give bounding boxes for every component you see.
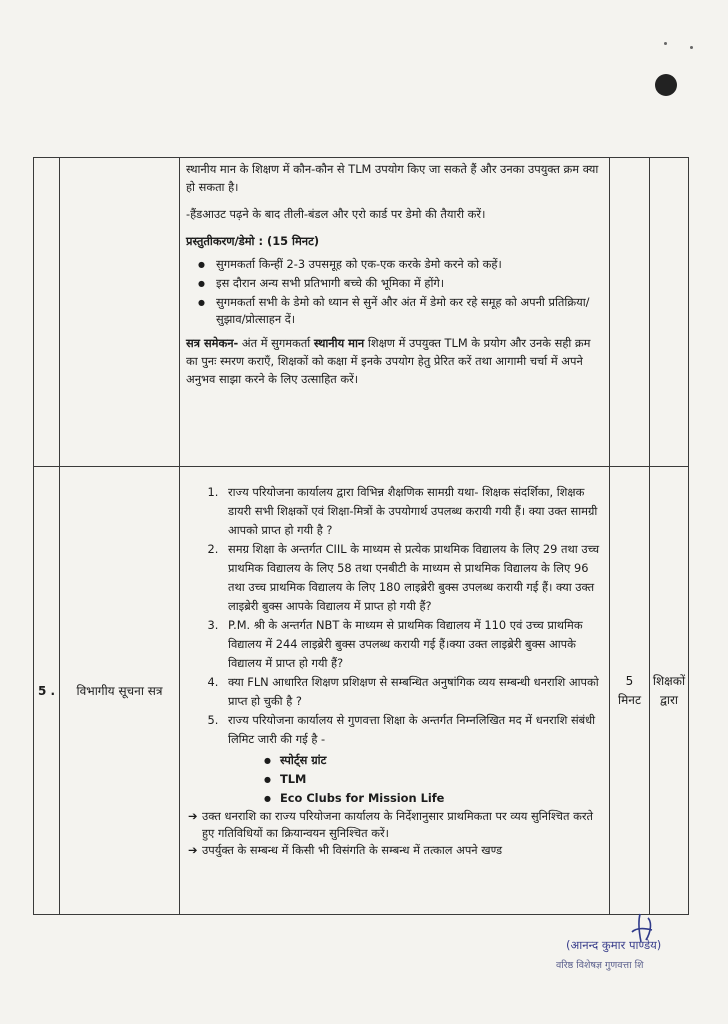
tlm-question-text: स्थानीय मान के शिक्षण में कौन-कौन से TLM उपयोग किए जा सकते हैं और उनका उपयुक्त क्रम क्या हो सकता है। bbox=[186, 162, 599, 194]
info-items-list bbox=[200, 483, 605, 808]
demo-heading: प्रस्तुतीकरण/डेमो : (15 मिनट) bbox=[186, 234, 320, 248]
signatory-title: वरिष्ठ विशेषज्ञ गुणवत्ता शि bbox=[556, 960, 644, 971]
serial-number: 5 . bbox=[34, 467, 60, 915]
demo-points-list bbox=[186, 256, 604, 328]
list-item: ● सुगमकर्ता सभी के डेमो को ध्यान से सुनें और अंत में डेमो कर रहे समूह को अपनी प्रतिक्रिया/सुझाव/प्रोत्साहन दें। bbox=[216, 294, 604, 328]
handout-instruction: -हैंडआउट पढ़ने के बाद तीली-बंडल और एरो कार्ड पर डेमो की तैयारी करें। bbox=[186, 207, 486, 221]
duration-value: 5 bbox=[625, 673, 634, 688]
session-name: विभागीय सूचना सत्र bbox=[60, 467, 180, 915]
content-cell bbox=[180, 158, 610, 467]
summary-text: शिक्षण में उपयुक्त TLM के प्रयोग और उनके सही क्रम का पुनः स्मरण कराएँ, शिक्षकों को कक्षा में इनके उपयोग हेतु प्रेरित करें तथा आगामी चर्चा में अपने अनुभव साझा करने के लिए उत्साहित करें। bbox=[186, 336, 591, 386]
table-row-session-5 bbox=[34, 467, 689, 915]
duration-cell bbox=[610, 467, 650, 915]
content-cell bbox=[180, 467, 610, 915]
conducted-by-cell bbox=[650, 467, 689, 915]
table-row-continued bbox=[34, 158, 689, 467]
duration-unit: मिनट bbox=[618, 692, 641, 707]
grant-item: ● स्पोर्ट्स ग्रांट bbox=[280, 751, 605, 770]
conducted-by-cell bbox=[650, 158, 689, 467]
note-text: उपर्युक्त के सम्बन्ध में किसी भी विसंगति के सम्बन्ध में तत्काल अपने खण्ड bbox=[202, 843, 503, 857]
grant-item: ● Eco Clubs for Mission Life bbox=[280, 789, 605, 808]
list-item: ● सुगमकर्ता किन्हीं 2-3 उपसमूह को एक-एक करके डेमो करने को कहें। bbox=[216, 256, 604, 273]
serial-cell bbox=[34, 158, 60, 467]
conducted-by-line: द्वारा bbox=[659, 692, 679, 707]
arrow-icon: ➔ bbox=[188, 809, 198, 823]
punch-hole-mark bbox=[655, 74, 677, 96]
fund-limit-text: राज्य परियोजना कार्यालय से गुणवत्ता शिक्षा के अन्तर्गत निम्नलिखित मद में धनराशि संबंधी लिमिट जारी की गई है - bbox=[228, 713, 596, 746]
summary-label: सत्र समेकन- bbox=[186, 336, 239, 350]
note-text: उक्त धनराशि का राज्य परियोजना कार्यालय के निर्देशानुसार प्राथमिकता पर व्यय सुनिश्चित करते हुए गतिविधियों का क्रियान्वयन सुनिश्चित करें। bbox=[202, 809, 593, 840]
note-item bbox=[188, 842, 605, 859]
summary-text: अंत में सुगमकर्ता bbox=[238, 336, 314, 350]
list-item: ● इस दौरान अन्य सभी प्रतिभागी बच्चे की भूमिका में होंगे। bbox=[216, 275, 604, 292]
grant-item: ● TLM bbox=[280, 770, 605, 789]
session-table bbox=[33, 157, 689, 915]
duration-cell bbox=[610, 158, 650, 467]
signatory-name: (आनन्द कुमार पाण्डेय) bbox=[566, 938, 662, 952]
scan-speck bbox=[690, 46, 693, 49]
conducted-by-line: शिक्षकों bbox=[652, 673, 686, 688]
arrow-icon: ➔ bbox=[188, 843, 198, 857]
list-item: 1. राज्य परियोजना कार्यालय द्वारा विभिन्न शैक्षणिक सामग्री यथा- शिक्षक संदर्शिका, शिक्षक डायरी सभी शिक्षकों एवं शिक्षा-मित्रों के उपयोगार्थ उपलब्ध करायी गयी हैं। क्या उक्त सामग्री आपको प्राप्त हो गयी है ? bbox=[222, 483, 605, 540]
session-cell bbox=[60, 158, 180, 467]
session-summary bbox=[186, 334, 604, 388]
list-item: 2. समग्र शिक्षा के अन्तर्गत CIIL के माध्यम से प्रत्येक प्राथमिक विद्यालय के लिए 29 तथा उच्च प्राथमिक विद्यालय के लिए 58 तथा एनबीटी के माध्यम से प्राथमिक विद्यालय के लिए 96 तथा उच्च प्राथमिक विद्यालय के लिए 180 लाइब्रेरी बुक्स उपलब्ध करायी गई हैं। क्या उक्त लाइब्रेरी बुक्स आपके विद्यालय में प्राप्त हो गयी हैं? bbox=[222, 540, 605, 616]
summary-highlight: स्थानीय मान bbox=[313, 336, 365, 350]
list-item: 3. P.M. श्री के अन्तर्गत NBT के माध्यम से प्राथमिक विद्यालय में 110 एवं उच्च प्राथमिक विद्यालय में 244 लाइब्रेरी बुक्स उपलब्ध करायी गई हैं।क्या उक्त लाइब्रेरी बुक्स आपके विद्यालय में प्राप्त हो गयी हैं? bbox=[222, 616, 605, 673]
grant-list bbox=[228, 751, 605, 808]
scan-speck bbox=[664, 42, 667, 45]
list-item bbox=[222, 711, 605, 808]
note-item bbox=[188, 808, 605, 842]
list-item: 4. क्या FLN आधारित शिक्षण प्रशिक्षण से सम्बन्धित अनुषांगिक व्यय सम्बन्धी धनराशि आपको प्राप्त हो चुकी है ? bbox=[222, 673, 605, 711]
